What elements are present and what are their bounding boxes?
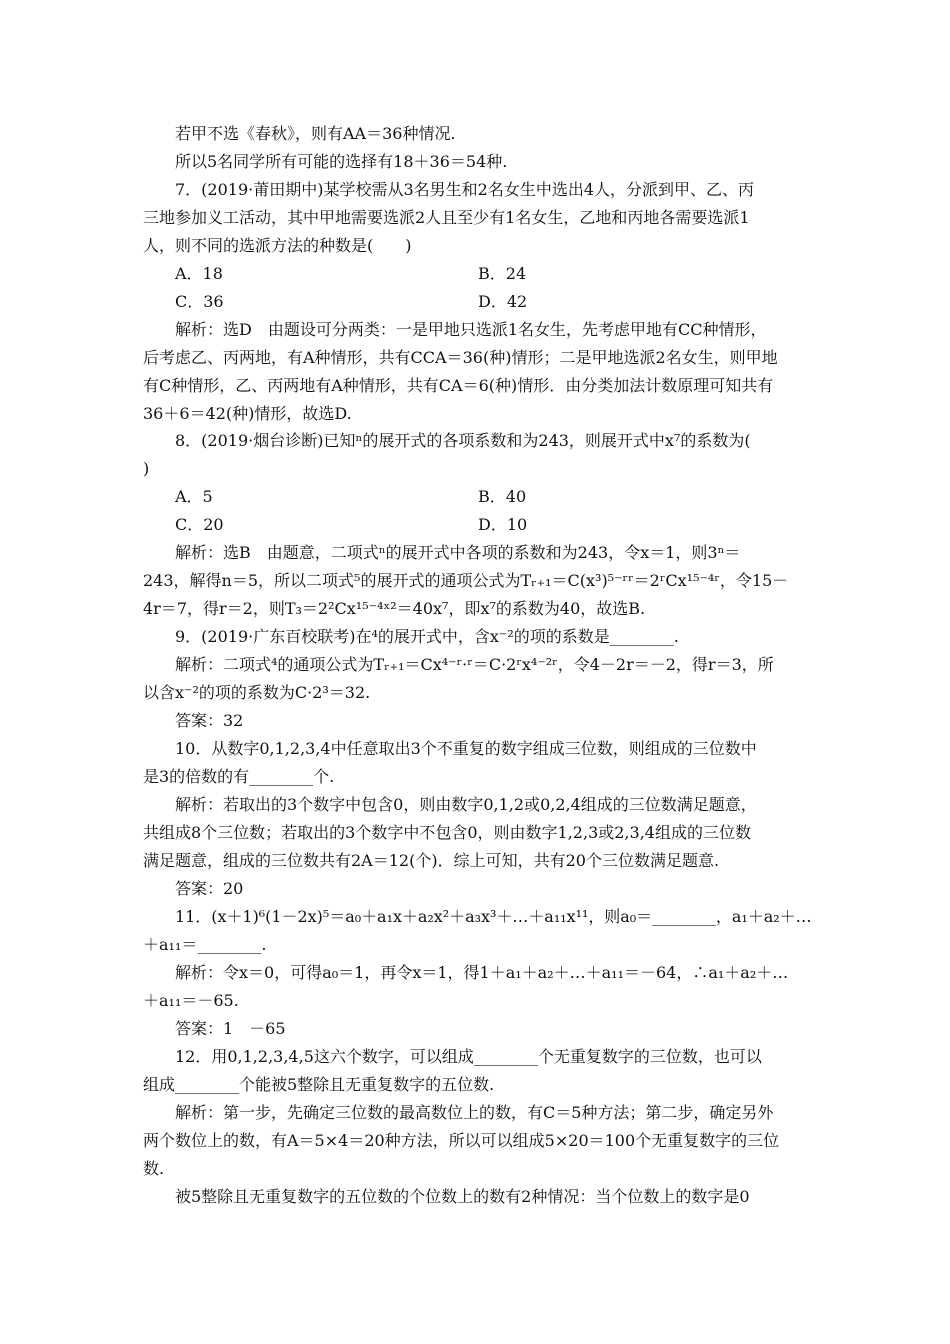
solution-8: 4r＝7，得r＝2，则T₃＝2²Cx¹⁵⁻⁴ˣ²＝40x⁷，即x⁷的系数为40，故选B. — [143, 599, 646, 618]
question-7-option-c: C．36 — [175, 292, 224, 311]
question-7-stem: 7．(2019·莆田期中)某学校需从3名男生和2名女生中选出4人，分派到甲、乙、丙 — [175, 180, 755, 199]
solution-12: 两个数位上的数，有A＝5×4＝20种方法，所以可以组成5×20＝100个无重复数字的三位 — [143, 1131, 780, 1150]
question-9-stem: 9．(2019·广东百校联考)在⁴的展开式中，含x⁻²的项的系数是________. — [175, 627, 679, 646]
question-8-option-c: C．20 — [175, 515, 224, 534]
question-11-stem: ＋a₁₁＝________. — [143, 935, 267, 954]
question-10-stem: 是3的倍数的有________个. — [143, 767, 335, 786]
solution-8: 243，解得n＝5，所以二项式⁵的展开式的通项公式为Tᵣ₊₁＝C(x³)⁵⁻ʳʳ＝2ʳCx¹⁵⁻⁴ʳ，令15－ — [143, 571, 789, 590]
question-7-stem: 人，则不同的选派方法的种数是( ) — [143, 236, 412, 255]
question-7-option-a: A．18 — [175, 264, 223, 283]
solution-7: 后考虑乙、丙两地，有A种情形，共有CCA＝36(种)情形；二是甲地选派2名女生，则甲地 — [143, 348, 778, 367]
question-8-option-b: B．40 — [478, 487, 527, 506]
solution-11: 解析：令x＝0，可得a₀＝1，再令x＝1，得1＋a₁＋a₂＋…＋a₁₁＝－64，∴a₁＋a₂＋… — [175, 963, 789, 982]
solution-10: 共组成8个三位数；若取出的3个数字中不包含0，则由数字1,2,3或2,3,4组成的三位数 — [143, 823, 751, 842]
answer-9: 答案：32 — [175, 711, 244, 730]
solution-12: 数. — [143, 1159, 165, 1178]
solution-8: 解析：选B 由题意，二项式ⁿ的展开式中各项的系数和为243，令x＝1，则3ⁿ＝ — [175, 543, 741, 562]
question-8-stem: ) — [143, 459, 150, 478]
question-7-option-d: D．42 — [478, 292, 528, 311]
text-line: 所以5名同学所有可能的选择有18＋36＝54种. — [175, 152, 508, 171]
question-8-option-a: A．5 — [175, 487, 213, 506]
text-line: 若甲不选《春秋》，则有AA＝36种情况. — [175, 124, 456, 143]
question-7-option-b: B．24 — [478, 264, 527, 283]
solution-12: 被5整除且无重复数字的五位数的个位数上的数有2种情况：当个位数上的数字是0 — [175, 1187, 750, 1206]
question-12-stem: 12．用0,1,2,3,4,5这六个数字，可以组成________个无重复数字的三位数，也可以 — [175, 1047, 762, 1066]
answer-11: 答案：1 －65 — [175, 1019, 286, 1038]
question-12-stem: 组成________个能被5整除且无重复数字的五位数. — [143, 1075, 495, 1094]
solution-11: ＋a₁₁＝－65. — [143, 991, 239, 1010]
solution-9: 以含x⁻²的项的系数为C·2³＝32. — [143, 683, 371, 702]
question-8-stem: 8．(2019·烟台诊断)已知ⁿ的展开式的各项系数和为243，则展开式中x⁷的系数为( — [175, 431, 751, 450]
question-8-option-d: D．10 — [478, 515, 528, 534]
solution-7: 有C种情形，乙、丙两地有A种情形，共有CA＝6(种)情形．由分类加法计数原理可知共有 — [143, 376, 774, 395]
question-10-stem: 10．从数字0,1,2,3,4中任意取出3个不重复的数字组成三位数，则组成的三位数中 — [175, 739, 757, 758]
answer-10: 答案：20 — [175, 879, 244, 898]
question-11-stem: 11．(x＋1)⁶(1－2x)⁵＝a₀＋a₁x＋a₂x²＋a₃x³＋…＋a₁₁x¹¹，则a₀＝________，a₁＋a₂＋… — [175, 907, 812, 926]
solution-10: 满足题意，组成的三位数共有2A＝12(个)．综上可知，共有20个三位数满足题意. — [143, 851, 720, 870]
solution-12: 解析：第一步，先确定三位数的最高数位上的数，有C＝5种方法；第二步，确定另外 — [175, 1103, 774, 1122]
solution-7: 解析：选D 由题设可分两类：一是甲地只选派1名女生，先考虑甲地有CC种情形， — [175, 320, 767, 339]
solution-10: 解析：若取出的3个数字中包含0，则由数字0,1,2或0,2,4组成的三位数满足题意， — [175, 795, 757, 814]
solution-9: 解析：二项式⁴的通项公式为Tᵣ₊₁＝Cx⁴⁻ʳ·ʳ＝C·2ʳx⁴⁻²ʳ，令4－2r＝－2，得r＝3，所 — [175, 655, 774, 674]
question-7-stem: 三地参加义工活动，其中甲地需要选派2人且至少有1名女生，乙地和丙地各需要选派1 — [143, 208, 750, 227]
solution-7: 36＋6＝42(种)情形，故选D. — [143, 404, 352, 423]
